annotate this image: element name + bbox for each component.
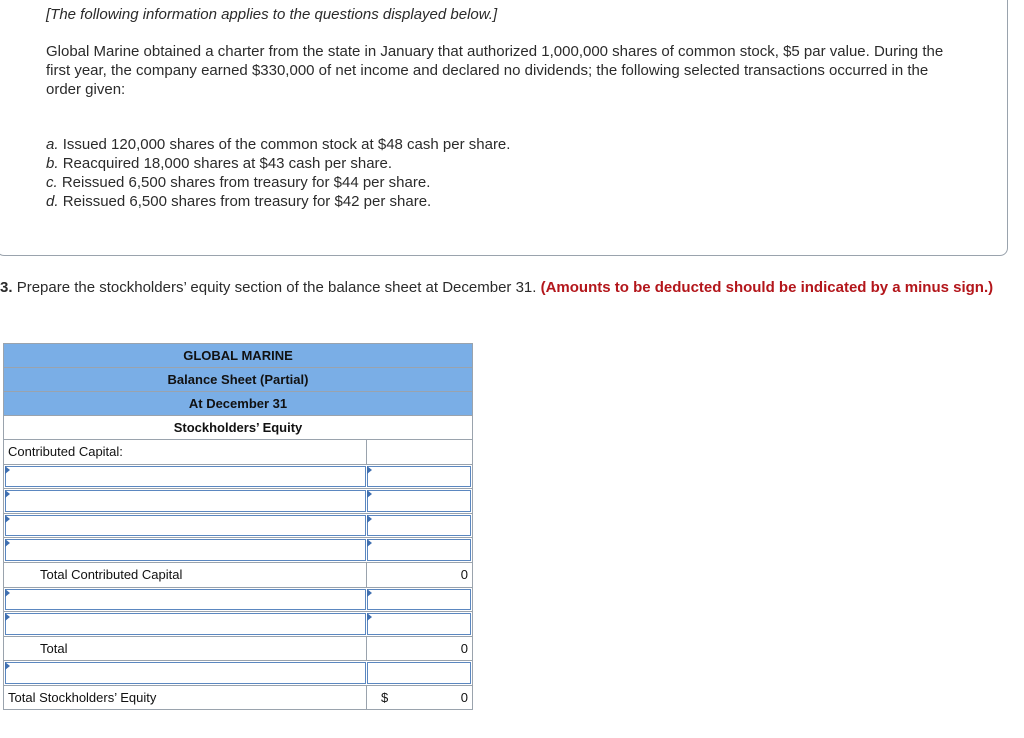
transaction-list: [46, 135, 510, 211]
total-value: 0: [460, 640, 468, 656]
problem-paragraph: Global Marine obtained a charter from the state in January that authorized 1,000,000 shares of common stock, $5 par value. During the first year, the company earned $330,000 of net income and declared no dividends; the following selected transactions occurred in the order given:: [46, 43, 944, 98]
total-equity-value: 0: [460, 689, 468, 705]
deduction-note: (Amounts to be deducted should be indicated by a minus sign.): [540, 279, 994, 296]
balance-sheet-table: [3, 343, 473, 710]
total-contributed-label: Total Contributed Capital: [40, 566, 183, 582]
list-item: c. Reissued 6,500 shares from treasury for $44 per share.: [46, 174, 431, 191]
info-panel: [0, 0, 1008, 256]
table-row: [3, 562, 473, 587]
table-row: [3, 611, 473, 636]
contributed-capital-label: Contributed Capital:: [8, 444, 123, 459]
total-label: Total: [40, 640, 68, 656]
line-amount-input-7[interactable]: [367, 662, 471, 684]
line-amount-input-2[interactable]: [367, 490, 471, 512]
table-row: [3, 439, 473, 464]
line-amount-input-6[interactable]: [367, 613, 471, 635]
line-label-input-2[interactable]: [5, 490, 366, 512]
table-row: [3, 537, 473, 562]
table-row: [3, 636, 473, 661]
line-label-input-5[interactable]: [5, 589, 366, 611]
sheet-title: Balance Sheet (Partial): [3, 367, 473, 391]
table-row: [3, 464, 473, 489]
section-title: Stockholders’ Equity: [3, 415, 473, 439]
table-row: [3, 513, 473, 538]
question-prompt: 3. Prepare the stockholders’ equity section of the balance sheet at December 31. (Amounts to be deducted should be indicated by a minus sign.): [0, 279, 994, 296]
intro-text: [The following information applies to the questions displayed below.]: [46, 6, 498, 23]
table-row: [3, 587, 473, 612]
table-row: [3, 488, 473, 513]
line-amount-input-1[interactable]: [367, 466, 471, 488]
total-contributed-value: 0: [460, 566, 468, 582]
line-label-input-4[interactable]: [5, 539, 366, 561]
line-label-input-3[interactable]: [5, 515, 366, 537]
line-label-input-7[interactable]: [5, 662, 366, 684]
line-label-input-1[interactable]: [5, 466, 366, 488]
table-row: [3, 685, 473, 710]
list-item: a. Issued 120,000 shares of the common stock at $48 cash per share.: [46, 136, 511, 153]
total-equity-label: Total Stockholders’ Equity: [8, 689, 157, 705]
line-amount-input-4[interactable]: [367, 539, 471, 561]
sheet-date: At December 31: [3, 391, 473, 415]
line-label-input-6[interactable]: [5, 613, 366, 635]
line-amount-input-5[interactable]: [367, 589, 471, 611]
list-item: b. Reacquired 18,000 shares at $43 cash per share.: [46, 155, 393, 172]
line-amount-input-3[interactable]: [367, 515, 471, 537]
currency-symbol: $: [381, 689, 389, 705]
list-item: d. Reissued 6,500 shares from treasury for $42 per share.: [46, 193, 432, 210]
table-row: [3, 660, 473, 685]
company-name: GLOBAL MARINE: [3, 343, 473, 367]
